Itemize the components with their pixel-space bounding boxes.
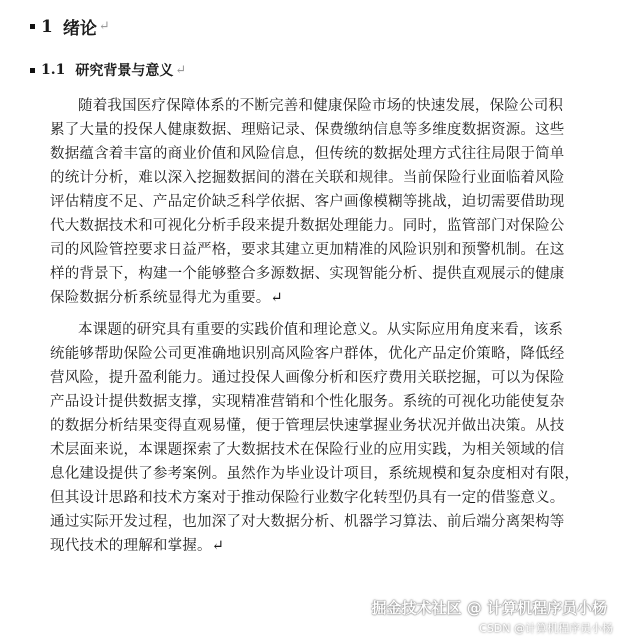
body-line: 评估精度不足、产品定价缺乏科学依据、客户画像模糊等挑战，迫切需要借助现	[50, 194, 565, 210]
body-line: 息化建设提供了参考案例。虽然作为毕业设计项目，系统规模和复杂度相对有限，	[50, 466, 580, 482]
body-line: 但其设计思路和技术方案对于推动保险行业数字化转型仍具有一定的借鉴意义。	[50, 490, 565, 506]
body-line: 现代技术的理解和掌握。↵	[50, 538, 225, 554]
heading-1-title: 绪论	[62, 19, 97, 39]
body-line: 代大数据技术和可视化分析手段来提升数据处理能力。同时，监管部门对保险公	[50, 218, 565, 234]
heading-1	[30, 14, 110, 39]
csdn-watermark: CSDN @计算机程序员小杨	[479, 622, 613, 635]
heading-2-number: 1.1	[41, 62, 66, 78]
heading-bullet	[30, 24, 35, 29]
heading-2-title: 研究背景与意义	[75, 63, 174, 79]
body-line: 术层面来说，本课题探索了大数据技术在保险行业的应用实践，为相关领域的信	[50, 442, 565, 458]
body-line: 本课题的研究具有重要的实践价值和理论意义。从实际应用角度来看，该系	[78, 322, 564, 338]
heading-bullet	[30, 68, 35, 73]
body-line: 的统计分析，难以深入挖掘数据间的潜在关联和规律。当前保险行业面临着风险	[50, 170, 565, 186]
paragraph-mark: ↵	[175, 62, 187, 78]
body-line: 样的背景下，构建一个能够整合多源数据、实现智能分析、提供直观展示的健康	[50, 266, 565, 282]
body-line: 数据蕴含着丰富的商业价值和风险信息，但传统的数据处理方式往往局限于简单	[50, 146, 565, 162]
body-line: 通过实际开发过程，也加深了对大数据分析、机器学习算法、前后端分离架构等	[50, 514, 565, 530]
body-line: 保险数据分析系统显得尤为重要。↵	[50, 290, 283, 306]
watermark: 掘金技术社区 @ 计算机程序员小杨	[371, 599, 607, 617]
heading-1-number: 1	[41, 16, 53, 37]
body-line: 产品设计提供数据支撑，实现精准营销和个性化服务。系统的可视化功能使复杂	[50, 394, 565, 410]
body-line: 的数据分析结果变得直观易懂，便于管理层快速掌握业务状况并做出决策。从技	[50, 418, 565, 434]
body-line: 营风险，提升盈利能力。通过投保人画像分析和医疗费用关联挖掘，可以为保险	[50, 370, 565, 386]
body-line: 司的风险管控要求日益严格，要求其建立更加精准的风险识别和预警机制。在这	[50, 242, 565, 258]
paragraph-mark: ↵	[98, 19, 110, 34]
heading-2	[30, 60, 186, 80]
body-line: 随着我国医疗保障体系的不断完善和健康保险市场的快速发展，保险公司积	[78, 98, 564, 114]
body-line: 累了大量的投保人健康数据、理赔记录、保费缴纳信息等多维度数据资源。这些	[50, 122, 565, 138]
body-line: 统能够帮助保险公司更准确地识别高风险客户群体，优化产品定价策略，降低经	[50, 346, 565, 362]
